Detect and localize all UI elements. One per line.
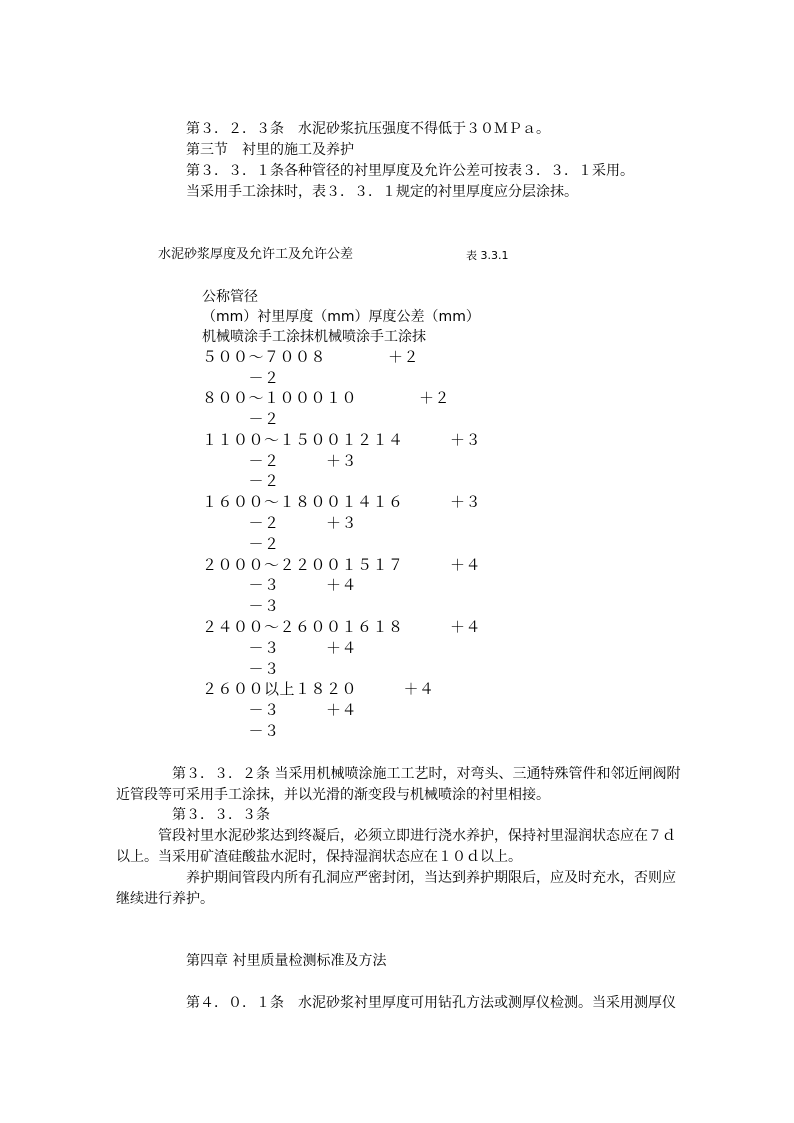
curing-paragraph: 管段衬里水泥砂浆达到终凝后，必须立即进行浇水养护，保持衬里湿润状态应在７ｄ (158, 828, 676, 844)
table-row: －３ ＋４ (202, 576, 358, 594)
clause-3-3-1-note: 当采用手工涂抹时，表３．３．１规定的衬里厚度应分层涂抹。 (186, 184, 578, 200)
clause-3-3-2-cont: 近管段等可采用手工涂抹，并以光滑的渐变段与机械喷涂的衬里相接。 (116, 787, 550, 803)
table-row: －２ (202, 410, 280, 428)
table-row: －３ (202, 722, 280, 740)
table-row: －３ ＋４ (202, 639, 358, 657)
clause-3-2-3: 第３．２．３条 水泥砂浆抗压强度不得低于３０ＭＰａ。 (186, 121, 550, 137)
table-row: ２６００以上１８２０ ＋４ (202, 680, 435, 698)
table-row: －３ (202, 660, 280, 678)
table-row: １６００～１８００１４１６ ＋３ (202, 493, 482, 511)
clause-3-3-3: 第３．３．３条 (172, 807, 270, 823)
table-row: －２ (202, 369, 280, 387)
curing-period-paragraph: 养护期间管段内所有孔洞应严密封闭，当达到养护期限后，应及时充水，否则应 (186, 870, 676, 886)
chapter-heading: 第四章 衬里质量检测标准及方法 (186, 953, 387, 969)
table-header-diameter: 公称管径 (202, 289, 258, 305)
table-row: －２ ＋３ (202, 514, 358, 532)
table-row: ２０００～２２００１５１７ ＋４ (202, 556, 482, 574)
table-header-units: （mm）衬里厚度（mm）厚度公差（mm） (202, 309, 480, 325)
curing-paragraph-cont: 以上。当采用矿渣硅酸盐水泥时，保持湿润状态应在１０ｄ以上。 (116, 849, 522, 865)
clause-3-3-1: 第３．３．１条各种管径的衬里厚度及允许公差可按表３．３．１采用。 (186, 163, 634, 179)
section-heading: 第三节 衬里的施工及养护 (186, 142, 354, 158)
clause-3-3-2: 第３．３．２条 当采用机械喷涂施工工艺时，对弯头、三通特殊管件和邻近闸阀附 (172, 766, 681, 782)
table-row: ８００～１０００１０ ＋２ (202, 389, 451, 407)
table-number: 表 3.3.1 (466, 249, 509, 262)
table-header-methods: 机械喷涂手工涂抹机械喷涂手工涂抹 (202, 329, 426, 345)
table-row: ２４００～２６００１６１８ ＋４ (202, 618, 482, 636)
table-row: ５００～７００８ ＋２ (202, 348, 420, 366)
table-row: －２ (202, 472, 280, 490)
table-row: －２ ＋３ (202, 452, 358, 470)
clause-4-0-1: 第４．０．１条 水泥砂浆衬里厚度可用钻孔方法或测厚仪检测。当采用测厚仪 (186, 995, 676, 1011)
curing-period-paragraph-cont: 继续进行养护。 (116, 891, 214, 907)
table-row: －３ ＋４ (202, 701, 358, 719)
table-row: １１００～１５００１２１４ ＋３ (202, 431, 482, 449)
table-caption: 水泥砂浆厚度及允许工及允许公差 (158, 247, 354, 262)
table-row: －２ (202, 535, 280, 553)
table-row: －３ (202, 597, 280, 615)
